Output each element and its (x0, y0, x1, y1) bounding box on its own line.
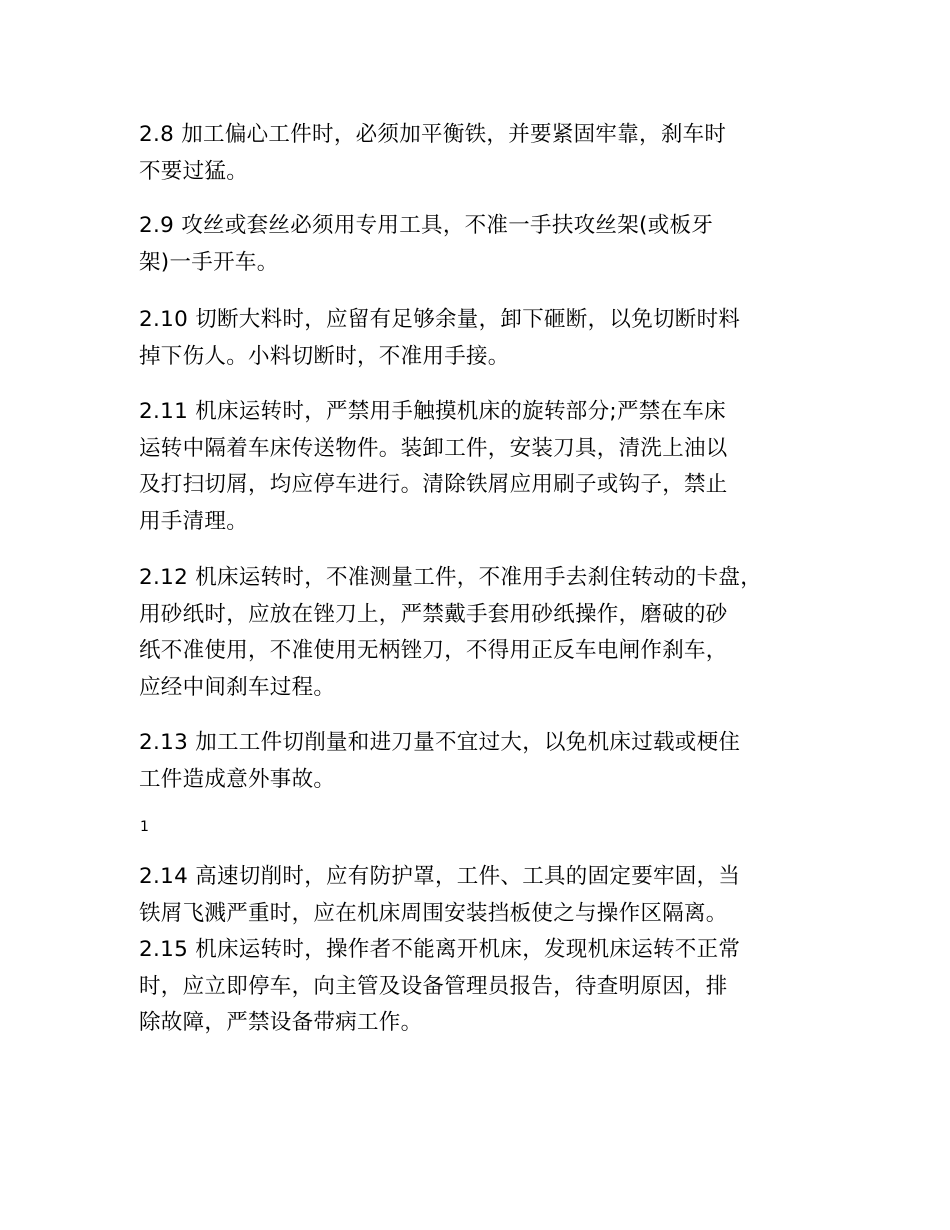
text-line: 用手清理。 (139, 508, 249, 534)
paragraph-2-8 (139, 117, 839, 190)
text-line: 2.14 高速切削时，应有防护罩，工件、工具的固定要牢固，当 (139, 864, 741, 889)
paragraph-2-14-2-15 (139, 859, 839, 1042)
paragraph-2-11 (139, 394, 839, 540)
text-line: 纸不准使用，不准使用无柄锉刀，不得用正反车电闸作刹车， (139, 638, 728, 663)
paragraph-2-13 (139, 725, 839, 798)
text-line: 不要过猛。 (139, 158, 249, 184)
text-line: 运转中隔着车床传送物件。装卸工件，安装刀具，清洗上油以 (139, 435, 728, 461)
text-line: 2.12 机床运转时，不准测量工件，不准用手去刹住转动的卡盘， (139, 565, 763, 590)
text-line: 铁屑飞溅严重时，应在机床周围安装挡板使之与操作区隔离。 (139, 900, 728, 926)
text-line: 2.10 切断大料时，应留有足够余量，卸下砸断，以免切断时料 (139, 307, 741, 332)
text-line: 架)一手开车。 (139, 249, 279, 275)
text-line: 工件造成意外事故。 (139, 766, 336, 792)
text-line: 2.8 加工偏心工件时，必须加平衡铁，并要紧固牢靠，刹车时 (139, 122, 727, 147)
page-number: 1 (140, 819, 149, 835)
text-line: 应经中间刹车过程。 (139, 674, 336, 700)
text-line: 及打扫切屑，均应停车进行。清除铁屑应用刷子或钩子，禁止 (139, 472, 728, 497)
text-line: 时，应立即停车，向主管及设备管理员报告，待查明原因，排 (139, 973, 728, 999)
text-line: 掉下伤人。小料切断时，不准用手接。 (139, 343, 510, 369)
text-line: 2.15 机床运转时，操作者不能离开机床，发现机床运转不正常 (139, 937, 741, 962)
text-line: 除故障，严禁设备带病工作。 (139, 1010, 423, 1035)
paragraph-2-12 (139, 560, 839, 706)
text-line: 2.13 加工工件切削量和进刀量不宜过大，以免机床过载或梗住 (139, 730, 741, 755)
paragraph-2-10 (139, 302, 839, 375)
text-line: 用砂纸时，应放在锉刀上，严禁戴手套用砂纸操作，磨破的砂 (139, 601, 728, 627)
text-line: 2.9 攻丝或套丝必须用专用工具，不准一手扶攻丝架(或板牙 (139, 213, 714, 238)
text-line: 2.11 机床运转时，严禁用手触摸机床的旋转部分;严禁在车床 (139, 399, 726, 424)
paragraph-2-9 (139, 208, 839, 281)
